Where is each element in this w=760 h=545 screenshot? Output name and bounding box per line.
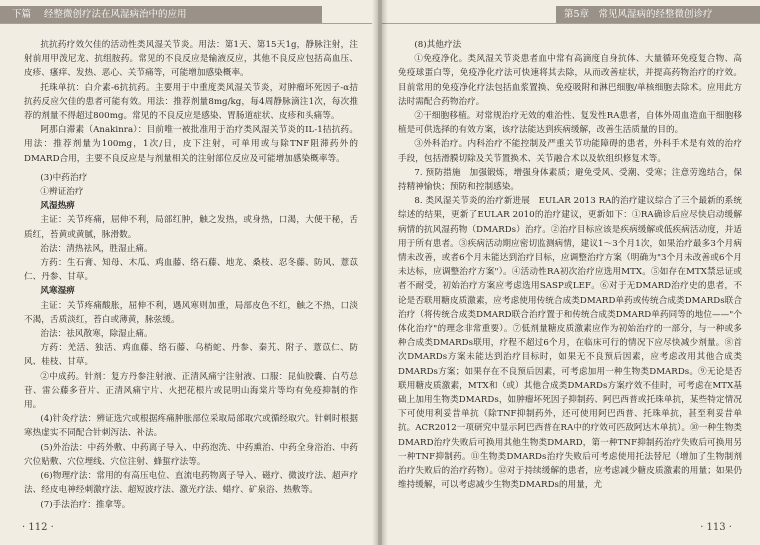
paragraph: (7)手法治疗：推拿等。	[40, 499, 131, 510]
page-number: · 112 ·	[22, 522, 54, 533]
subheading: (8)其他疗法	[414, 40, 462, 50]
paragraph: 治法：清热祛风，胜湿止痛。	[40, 243, 153, 254]
paragraph: 主证：关节疼痛，屈伸不利，局部红肿，触之发热，或身热，口渴，大便干秘，舌质红，苔黄或黄腻，脉滑数。	[24, 215, 358, 240]
paragraph: 抗抗药疗效欠佳的活动性类风湿关节炎。用法：第1天、第15天1g，静脉注射，注射前用甲泼尼龙、抗组胺药。常见的不良反应是输液反应，其他不良反应包括高血压、皮疹、瘙痒、发热、恶心、关节痛等，可能增加感染概率。	[24, 40, 358, 79]
paragraph: 7. 预防措施 加强锻炼，增强身体素质；避免受风、受潮、受寒；注意劳逸结合，保持精神愉快；预防和控制感染。	[398, 167, 742, 193]
page-number: · 113 ·	[700, 522, 732, 533]
paragraph: 治法：祛风散寒，除湿止痛。	[40, 329, 153, 340]
book-gutter	[372, 0, 388, 545]
paragraph: (6)物理疗法：常用的有高压电位、直流电药物离子导入、磁疗、微波疗法、超声疗法、经皮电神经刺激疗法、超短波疗法、激光疗法、蜡疗、矿泉浴、热敷等。	[24, 471, 358, 496]
paragraph: 主证：关节疼痛酸胀，屈伸不利，遇风寒则加重，局部皮色不红，触之不热，口淡不渴，舌质淡红，苔白或薄黄，脉弦缓。	[24, 300, 358, 325]
header-rule	[382, 23, 760, 24]
left-body-text	[24, 38, 358, 512]
paragraph: 方药：生石膏、知母、木瓜、鸡血藤、络石藤、地龙、桑枝、忍冬藤、防风、薏苡仁、丹参、甘草。	[24, 258, 358, 283]
paragraph: ①免疫净化。类风湿关节炎患者血中常有高滴度自身抗体、大量循环免疫复合物、高免疫球蛋白等，免疫净化疗法可快速将其去除，从而改善症状，并提高药物治疗的疗效。目前常用的免疫净化疗法包括血浆置换、免疫吸附和淋巴细胞/单核细胞去除术。应用此方法时需配合药物治疗。	[398, 54, 742, 107]
left-page	[0, 0, 378, 545]
header-book-title: 经整微创疗法在风湿病治中的应用	[44, 9, 187, 20]
right-body-text	[398, 38, 742, 493]
paragraph: 托珠单抗：白介素-6抗抗药。主要用于中重度类风湿关节炎，对肿瘤坏死因子-α拮抗药反应欠佳的患者可能有效。用法：推荐剂量8mg/kg，每4周静脉滴注1次，每次推荐的剂量不得超过800mg。常见的不良反应是感染、胃肠道症状、皮疹和头痛等。	[24, 82, 358, 122]
right-running-header	[556, 6, 760, 23]
paragraph: 方药：羌活、独活、鸡血藤、络石藤、乌梢蛇、丹参、秦艽、附子、薏苡仁、防风、桂枝、甘草。	[24, 343, 358, 368]
paragraph: (4)针灸疗法：辨证选穴或根据疼痛肿胀部位采取局部取穴或循经取穴。针刺时根据寒热虚实不同配合针刺泻法、补法。	[24, 414, 358, 439]
right-page	[382, 0, 760, 545]
paragraph: 8. 类风湿关节炎的治疗新进展 EULAR 2013 RA的治疗建议综合了三个最新的系统综述的结果，更新了EULAR 2010的治疗建议，更新如下：①RA确诊后应尽快启动缓解病情的抗风湿药物（DMARDs）治疗。②治疗目标应该是疾病缓解或低疾病活动度，并适用于所有患者。③疾病活动期应密切监测病情，建议1～3个月1次，如果治疗最多3个月病情未改善，或者6个月未能达到治疗目标，应调整治疗方案（明确为"3个月未改善或6个月未达标，应调整治疗方案"）。④活动性RA初次治疗应选用MTX。⑤如存在MTX禁忌证或者不耐受，初始治疗方案应考虑选用SASP或LEF。⑥对于无DMARD治疗史的患者，不论是否联用糖皮质激素，应考虑使用传统合成类DMARD单药或传统合成类DMARDs联合治疗（将传统合成类DMARD联合治疗置于和传统合成类DMARD单药同等的地位——"个体化治疗"的理念非常重要）。⑦低剂量糖皮质激素应作为初始治疗的一部分，与一种或多种合成类DMARDs联用，疗程不超过6个月，在临床可行的情况下应尽快减少剂量。⑧首次DMARDs方案未能达到治疗目标时，如果无不良预后因素，应考虑改用其他合成类DMARDs方案；如果存在不良预后因素，可考虑加用一种生物类DMARDs。⑨无论是否联用糖皮质激素，MTX和（或）其他合成类DMARDs方案疗效不佳时，可考虑在MTX基础上加用生物类DMARDs，如肿瘤坏死因子抑制药、阿巴西普或托珠单抗，某些特定情况下可使用利妥昔单抗（除TNF抑制药外，还可使用阿巴西普、托珠单抗，甚至利妥昔单抗。ACR2012一项研究中显示阿巴西普在RA中的疗效可匹敌阿达木单抗）。⑩一种生物类DMARD治疗失败后可换用其他生物类DMARD，第一种TNF抑制药治疗失败后可换用另一种TNF抑制药。⑪生物类DMARDs治疗失败后可考虑使用托法替尼（增加了生物制剂治疗失败后的治疗药物）。⑫对于持续缓解的患者，应考虑减少糖皮质激素的用量；如果仍维持缓解，可以考虑减少生物类DMARDs的用量，尤	[398, 196, 742, 491]
paragraph: 阿那白滞素（Anakinra）：目前唯一被批准用于治疗类风湿关节炎的IL-1拮抗药。用法：推荐剂量为100mg，1次/日，皮下注射，可单用或与除TNF阻滞药外的DMARD合用，主要不良反应是与剂量相关的注射部位反应及可能增加感染概率等。	[24, 125, 358, 164]
paragraph: ②干细胞移植。对常规治疗无效的难治性、复发性RA患者，自体外周血造血干细胞移植是可供选择的有效方案，该疗法能达到疾病缓解，改善生活质量的目的。	[398, 111, 742, 136]
header-rule	[0, 23, 372, 24]
paragraph: ③外科治疗。内科治疗不能控制及严重关节功能障碍的患者，外科手术是有效的治疗手段，包括滑膜切除及关节置换术、关节融合术以及软组织修复术等。	[398, 139, 742, 164]
subheading: (3)中药治疗	[40, 172, 88, 183]
paragraph: ②中成药。针剂：复方丹参注射液、正清风痛宁注射液、口服：昆仙胶囊、白芍总苷、雷公藤多苷片、正清风痛宁片、火把花根片或昆明山海棠片等均有免疫抑制的作用。	[24, 371, 358, 411]
subheading: ①辨证治疗	[40, 187, 84, 198]
left-running-header	[0, 6, 322, 23]
subheading: 风湿热痹	[40, 201, 75, 212]
subheading: 风寒湿痹	[40, 286, 75, 297]
paragraph: (5)外治法：中药外敷、中药离子导入、中药泡洗、中药熏治、中药全身浴治、中药穴位贴敷、穴位埋线、穴位注射、蜂蜇疗法等。	[24, 442, 358, 467]
header-chapter-title: 第5章 常见风湿病的经整微创诊疗	[564, 9, 713, 20]
header-part-label: 下篇	[12, 9, 32, 20]
